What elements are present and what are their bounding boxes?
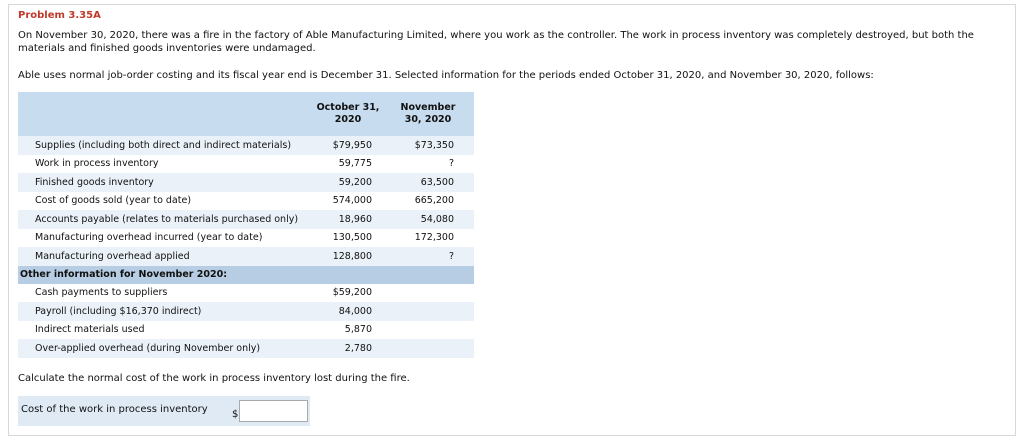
october-value: 59,775 (314, 155, 382, 174)
row-label: Accounts payable (relates to materials purchased only) (18, 210, 314, 229)
table-row (18, 247, 474, 266)
november-value: $73,350 (382, 136, 474, 155)
problem-title: Problem 3.35A (18, 10, 101, 21)
table-row (18, 302, 474, 321)
november-value: 54,080 (382, 210, 474, 229)
november-value: ? (382, 247, 474, 266)
table-row (18, 155, 474, 174)
table-row (18, 321, 474, 340)
answer-label: Cost of the work in process inventory (21, 404, 208, 415)
row-label: Finished goods inventory (18, 173, 314, 192)
answer-row (18, 396, 310, 426)
november-value: ? (382, 155, 474, 174)
row-value: $59,200 (314, 284, 382, 303)
question-text: Calculate the normal cost of the work in process inventory lost during the fire. (18, 373, 410, 384)
row-label: Indirect materials used (18, 321, 314, 340)
wip-cost-input[interactable] (239, 400, 308, 422)
october-value: 128,800 (314, 247, 382, 266)
section-title: Other information for November 2020: (18, 266, 474, 284)
problem-info: Able uses normal job-order costing and its fiscal year end is December 31. Selected information for the periods ended October 31, 2020, and November 30, 2020, follows: (18, 70, 874, 81)
table-row (18, 173, 474, 192)
row-value: 2,780 (314, 339, 382, 358)
table-row (18, 229, 474, 248)
row-label: Payroll (including $16,370 indirect) (18, 302, 314, 321)
currency-symbol: $ (232, 409, 239, 420)
table-row (18, 136, 474, 155)
row-label: Manufacturing overhead incurred (year to date) (18, 229, 314, 248)
problem-intro: On November 30, 2020, there was a fire in the factory of Able Manufacturing Limited, where you work as the controller. The work in process inventory was completely destroyed, but both the materials and finished goods inventories were undamaged. (18, 30, 974, 54)
col-header-october: October 31, 2020 (314, 92, 382, 136)
october-value: $79,950 (314, 136, 382, 155)
october-value: 574,000 (314, 192, 382, 211)
row-label: Cash payments to suppliers (18, 284, 314, 303)
row-value: 5,870 (314, 321, 382, 340)
november-value: 63,500 (382, 173, 474, 192)
col-header-november: November 30, 2020 (382, 92, 474, 136)
october-value: 130,500 (314, 229, 382, 248)
row-label: Work in process inventory (18, 155, 314, 174)
row-label: Cost of goods sold (year to date) (18, 192, 314, 211)
november-value: 665,200 (382, 192, 474, 211)
row-label: Over-applied overhead (during November only) (18, 339, 314, 358)
row-value: 84,000 (314, 302, 382, 321)
data-table (18, 92, 474, 358)
table-header-row (18, 92, 474, 136)
row-label: Supplies (including both direct and indirect materials) (18, 136, 314, 155)
table-row (18, 284, 474, 303)
table-row (18, 339, 474, 358)
table-row (18, 210, 474, 229)
november-value: 172,300 (382, 229, 474, 248)
october-value: 59,200 (314, 173, 382, 192)
section-header-row (18, 266, 474, 284)
row-label: Manufacturing overhead applied (18, 247, 314, 266)
table-row (18, 192, 474, 211)
october-value: 18,960 (314, 210, 382, 229)
